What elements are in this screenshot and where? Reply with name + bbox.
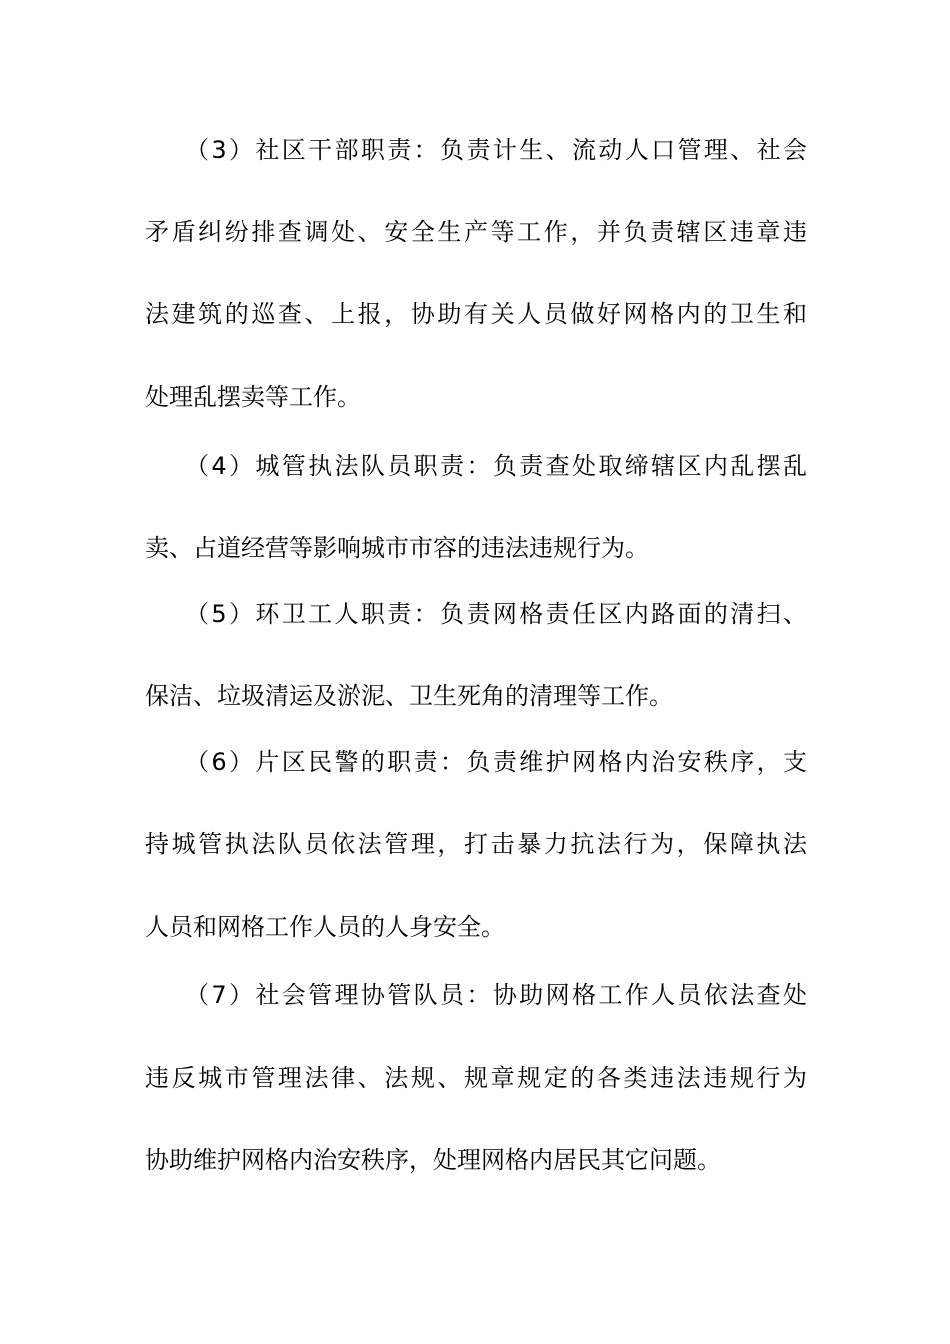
paragraph-line: 持城管执法队员依法管理，打击暴力抗法行为，保障执法 — [145, 830, 807, 858]
paragraph-line: （4）城管执法队员职责：负责查处取缔辖区内乱摆乱 — [185, 452, 807, 480]
paragraph-line: 人员和网格工作人员的人身安全。 — [145, 913, 505, 941]
paragraph-line: 协助维护网格内治安秩序，处理网格内居民其它问题。 — [145, 1146, 721, 1174]
paragraph-line: 法建筑的巡查、上报，协助有关人员做好网格内的卫生和 — [145, 300, 807, 328]
paragraph-line: （6）片区民警的职责：负责维护网格内治安秩序，支 — [185, 748, 807, 776]
paragraph-line: 矛盾纠纷排查调处、安全生产等工作，并负责辖区违章违 — [145, 218, 807, 246]
paragraph-line: （5）环卫工人职责：负责网格责任区内路面的清扫、 — [185, 600, 807, 628]
paragraph-line: 违反城市管理法律、法规、规章规定的各类违法违规行为 — [145, 1064, 807, 1092]
paragraph-line: （7）社会管理协管队员：协助网格工作人员依法查处 — [185, 981, 807, 1009]
paragraph-line: （3）社区干部职责：负责计生、流动人口管理、社会 — [185, 136, 807, 164]
paragraph-line: 保洁、垃圾清运及淤泥、卫生死角的清理等工作。 — [145, 682, 673, 710]
paragraph-line: 处理乱摆卖等工作。 — [145, 383, 361, 411]
paragraph-line: 卖、占道经营等影响城市市容的违法违规行为。 — [145, 534, 649, 562]
